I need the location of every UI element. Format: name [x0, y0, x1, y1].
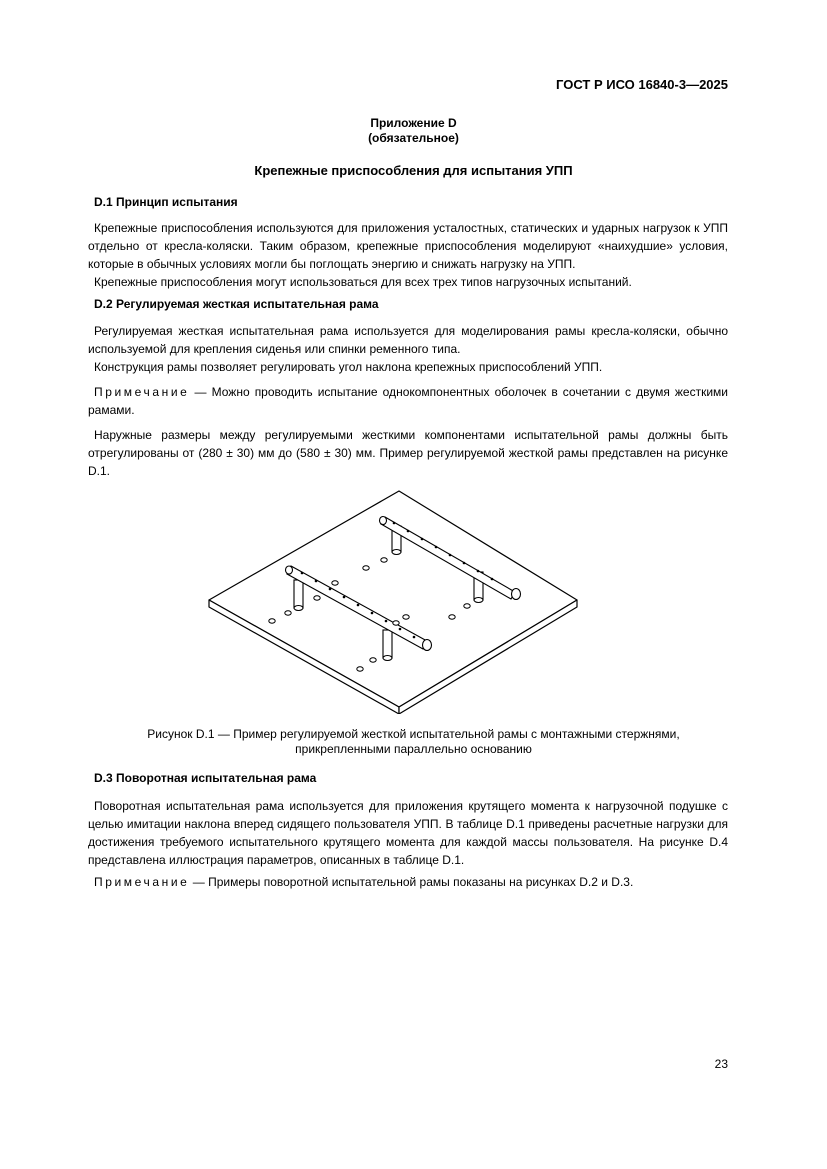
- appendix-heading: Крепежные приспособления для испытания УПП: [254, 163, 573, 178]
- section-d1-title: D.1 Принцип испытания: [94, 195, 238, 209]
- section-d1-paragraph-2: Крепежные приспособления могут использоваться для всех трех типов нагрузочных испытаний.: [94, 275, 632, 289]
- section-d2-paragraph-1: Регулируемая жесткая испытательная рама используется для моделирования рамы кресла-коляски, обычно используемой для крепления сиденья или спинки ременного типа.: [88, 324, 728, 356]
- section-d2-title: D.2 Регулируемая жесткая испытательная рама: [94, 297, 379, 311]
- figure-d1-drawing: [200, 484, 590, 714]
- section-d3-note: [88, 873, 728, 891]
- section-d2-paragraph-2: Конструкция рамы позволяет регулировать угол наклона крепежных приспособлений УПП.: [94, 360, 603, 374]
- figure-caption-line-2: прикрепленными параллельно основанию: [295, 742, 532, 756]
- note-text: — Примеры поворотной испытательной рамы показаны на рисунках D.2 и D.3.: [189, 875, 634, 889]
- note-label: Примечание: [94, 385, 190, 399]
- section-d3-title: D.3 Поворотная испытательная рама: [94, 771, 317, 785]
- section-d3-paragraph-1: Поворотная испытательная рама используется для приложения крутящего момента к нагрузочной подушке с целью имитации наклона вперед сидящего пользователя УПП. В таблице D.1 приведены расчетные нагрузки для достижения требуемого испытательного крутящего момента для каждой массы пользователя. На рисунке D.4 представлена иллюстрация параметров, описанных в таблице D.1.: [88, 799, 728, 867]
- section-d1-paragraph-1: Крепежные приспособления используются для приложения усталостных, статических и ударных нагрузок к УПП отдельно от кресла-коляски. Таким образом, крепежные приспособления моделируют «наихудшие» условия, которые в обычных условиях могли бы поглощать энергию и снижать нагрузку на УПП.: [88, 221, 728, 271]
- page-number: 23: [714, 1057, 728, 1071]
- appendix-title: Приложение D: [370, 116, 457, 130]
- document-code: ГОСТ Р ИСО 16840-3—2025: [556, 77, 728, 92]
- figure-caption-line-1: Рисунок D.1 — Пример регулируемой жесткой испытательной рамы с монтажными стержнями,: [147, 727, 680, 741]
- note-label: Примечание: [94, 875, 190, 889]
- appendix-status: (обязательное): [368, 131, 459, 145]
- note-text: — Можно проводить испытание однокомпонентных оболочек в сочетании с двумя жесткими рамами.: [88, 385, 728, 417]
- section-d2-paragraph-3: Наружные размеры между регулируемыми жесткими компонентами испытательной рамы должны быть отрегулированы от (280 ± 30) мм до (580 ± 30) мм. Пример регулируемой жесткой рамы представлен на рисунке D.1.: [88, 428, 728, 478]
- section-d2-note: [88, 383, 728, 419]
